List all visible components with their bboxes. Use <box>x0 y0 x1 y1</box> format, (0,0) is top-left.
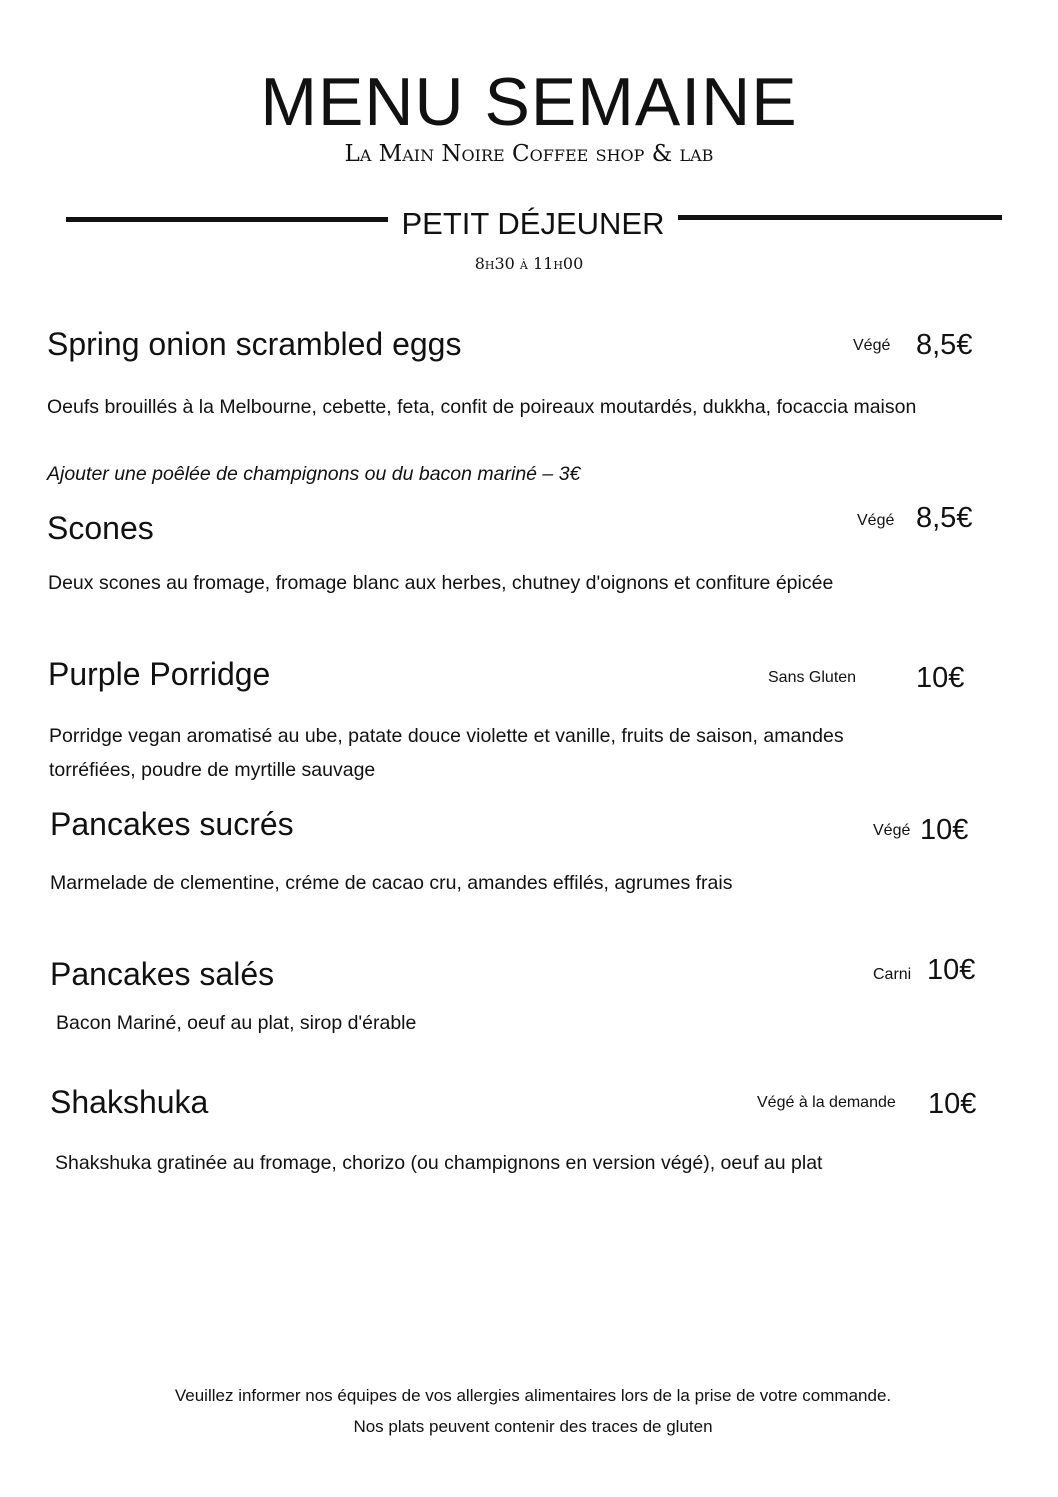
menu-title: MENU SEMAINE <box>260 64 798 140</box>
restaurant-subtitle: La Main Noire Coffee shop & lab <box>344 141 714 167</box>
item-description: Marmelade de clementine, créme de cacao cru, amandes effilés, agrumes frais <box>50 872 733 894</box>
section-hours: 8h30 à 11h00 <box>474 254 584 273</box>
allergy-notice <box>150 1380 916 1442</box>
item-price: 10€ <box>916 662 965 694</box>
item-name: Scones <box>47 510 154 546</box>
item-price: 8,5€ <box>916 502 973 534</box>
item-description: Porridge vegan aromatisé au ube, patate douce violette et vanille, fruits de saison, amandes torréfiées, poudre de myrtille sauvage <box>49 725 844 781</box>
item-description: Bacon Mariné, oeuf au plat, sirop d'érable <box>56 1012 417 1034</box>
item-note: Ajouter une poêlée de champignons ou du bacon mariné – 3€ <box>47 463 581 485</box>
item-name: Pancakes salés <box>50 956 275 992</box>
item-price: 8,5€ <box>916 329 973 361</box>
item-diet-tag: Carni <box>873 966 912 983</box>
allergy-notice-line: Veuillez informer nos équipes de vos allergies alimentaires lors de la prise de votre commande. <box>174 1386 892 1405</box>
item-description: Deux scones au fromage, fromage blanc aux herbes, chutney d'oignons et confiture épicée <box>48 572 834 594</box>
item-description: Oeufs brouillés à la Melbourne, cebette, feta, confit de poireaux moutardés, dukkha, focaccia maison <box>47 396 917 418</box>
item-price: 10€ <box>920 814 969 846</box>
section-rule-right <box>678 215 1002 220</box>
item-price: 10€ <box>928 1088 977 1120</box>
item-name: Purple Porridge <box>48 656 271 692</box>
gluten-notice-line: Nos plats peuvent contenir des traces de gluten <box>353 1417 713 1436</box>
item-diet-tag: Végé <box>853 337 891 354</box>
item-name: Pancakes sucrés <box>50 806 294 842</box>
item-diet-tag: Végé <box>857 512 895 529</box>
item-diet-tag: Sans Gluten <box>768 669 857 686</box>
item-diet-tag: Végé à la demande <box>757 1094 896 1111</box>
item-name: Shakshuka <box>50 1084 209 1120</box>
item-description: Shakshuka gratinée au fromage, chorizo (ou champignons en version végé), oeuf au plat <box>55 1152 823 1174</box>
section-rule-left <box>66 217 388 222</box>
item-price: 10€ <box>927 954 976 986</box>
item-name: Spring onion scrambled eggs <box>47 326 462 362</box>
section-title: PETIT DÉJEUNER <box>401 206 665 241</box>
item-diet-tag: Végé <box>873 822 911 839</box>
